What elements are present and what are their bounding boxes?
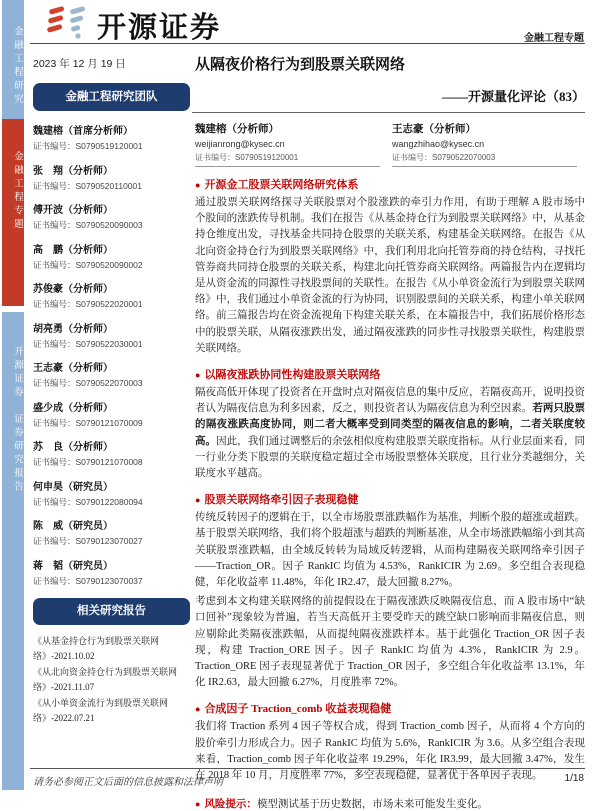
risk-notice (195, 796, 585, 811)
analyst-name: 陈 威（研究员） (33, 521, 113, 532)
brand-logo-icon (45, 4, 91, 47)
brand-logo-text: 开源证券 (97, 12, 222, 44)
header-rule (30, 43, 585, 44)
bullet-icon: ● (195, 495, 201, 506)
side-strip-topic-label: 金融工程专题 (12, 151, 22, 232)
analyst-cert: 证书编号：S0790520110001 (33, 180, 142, 191)
section-heading (195, 176, 585, 192)
analyst-entry (33, 162, 190, 192)
brand-logo (45, 4, 221, 47)
analyst-cert: 证书编号：S0790123070037 (33, 575, 143, 586)
analyst-cert: 证书编号：S0790122080094 (33, 496, 143, 507)
side-strip-research (2, 0, 24, 119)
analyst-cert: 证书编号：S0790520090002 (33, 259, 143, 270)
analyst-name: 胡亮勇（分析师） (33, 323, 113, 335)
bullet-icon: ● (195, 704, 201, 715)
analyst-name: 魏建榕（首席分析师） (33, 126, 133, 137)
footer-rule (30, 768, 585, 769)
analyst-name: 苏俊豪（分析师） (33, 284, 113, 295)
contact-row (195, 121, 585, 167)
analyst-cert: 证书编号：S0790520090003 (33, 220, 143, 230)
analyst-name: 张 翔（分析师） (33, 165, 113, 177)
analyst-cert: 证书编号：S0790522020001 (33, 299, 143, 309)
risk-text: 模型测试基于历史数据，市场未来可能发生变化。 (256, 799, 488, 811)
section-heading (195, 366, 585, 382)
section-title: 开源金工股票关联网络研究体系 (204, 179, 359, 191)
analyst-cert: 证书编号：S0790121070008 (33, 457, 143, 467)
contact-block (392, 121, 577, 167)
analyst-cert: 证书编号：S0790522030001 (33, 338, 143, 349)
side-strip-brand (2, 312, 24, 790)
contact-block (195, 121, 380, 167)
analyst-name: 蒋 韬（研究员） (33, 560, 113, 572)
analyst-name: 盛少成（分析师） (33, 402, 113, 414)
footer-disclaimer: 请务必参阅正文后面的信息披露和法律声明 (33, 777, 223, 788)
page-subtitle: ——开源量化评论（83） (441, 89, 585, 104)
analyst-cert: 证书编号：S0790519120001 (33, 141, 143, 151)
section-heading (195, 700, 585, 716)
main-content (195, 121, 585, 811)
bullet-icon: ● (195, 180, 201, 190)
analyst-sidebar (33, 122, 190, 596)
section-heading (195, 491, 585, 507)
contact-email[interactable]: wangzhihao@kysec.cn (392, 139, 485, 149)
analyst-entry (33, 241, 190, 271)
paragraph-bold-run: 若两只股票的隔夜涨跌高度协同，则二者大概率受到同类型的隔夜信息的影响，二者关联度较高。 (195, 403, 586, 447)
team-button[interactable]: 金融工程研究团队 (33, 83, 190, 111)
section-paragraph (195, 385, 585, 482)
report-date: 2023 年 12 月 19 日 (33, 58, 126, 70)
topic-label: 金融工程专题 (524, 33, 584, 44)
analyst-entry (33, 478, 190, 508)
related-report-link[interactable]: 《从基金持仓行为到股票关联网络》-2021.10.02 (33, 636, 160, 661)
contact-name: 魏建榕（分析师） (195, 124, 279, 135)
analyst-entry (33, 122, 190, 152)
section-title: 以隔夜涨跌协同性构建股票关联网络 (204, 369, 381, 382)
analyst-name: 王志豪（分析师） (33, 363, 113, 374)
analyst-cert: 证书编号：S0790123070027 (33, 536, 143, 546)
paragraph-run: 隔夜高低开体现了投资者在开盘时点对隔夜信息的集中反应，若隔夜高开，说明投资者认为隔夜信息为利多因素，反之，则投资者认为隔夜信息为利空因素。 (195, 387, 585, 415)
page-title: 从隔夜价格行为到股票关联网络 (195, 57, 406, 73)
bullet-icon: ● (195, 799, 201, 810)
related-reports-button[interactable]: 相关研究报告 (33, 598, 190, 625)
page-number: 1/18 (564, 773, 584, 784)
analyst-entry (33, 320, 190, 350)
section-paragraph: 我们将 Traction 系列 4 因子等权合成，得到 Traction_comb 因子，从而将 4 个方向的股价牵引力形成合力。因子 RankIC 均值为 5.6%，RankICIR 为 3.6。从多空组合表现来看，Traction_comb 因子年化收益率 19.29%，年化 IR3.99，最大回撤 3.47%，发生在 2018 年 10 月，月度胜率 77%，多空表现稳健，显著优于各单因子表现。 (195, 721, 585, 782)
side-strip-research-label: 金融工程研究 (12, 26, 22, 107)
related-reports-list (33, 634, 190, 727)
side-strip-brand-label: 开源证券 证券研究报告 (12, 346, 22, 495)
contact-name: 王志豪（分析师） (392, 124, 476, 135)
analyst-name: 何申昊（研究员） (33, 481, 113, 493)
related-report-link[interactable]: 《从北向资金持仓行为到股票关联网络》-2021.11.07 (33, 667, 178, 692)
contact-cert: 证书编号：S0790519120001 (195, 152, 380, 167)
analyst-name: 高 鹏（分析师） (33, 244, 113, 256)
analyst-entry (33, 201, 190, 231)
analyst-entry (33, 557, 190, 587)
side-strip-topic (2, 119, 24, 306)
analyst-cert: 证书编号：S0790522070003 (33, 378, 143, 388)
paragraph-run: 因此，我们通过调整后的余弦相似度构建股票关联度指标。从行业层面来看，同一行业分类下股票的关联度稳定超过全市场股票整体关联度，且行业分类越细分，关联度水平越高。 (195, 435, 586, 480)
analyst-name: 傅开波（分析师） (33, 205, 113, 216)
section-paragraph: 考虑到本文构建关联网络的前提假设在于隔夜涨跌反映隔夜信息，而 A 股市场中“缺口回补”现象较为普遍，若当天高低开主要受昨天的跳空缺口影响而非隔夜信息，则应剔除此类隔夜涨跌幅，从而提纯隔夜涨跌样本。基于此强化 Traction_OR 因子表现，构建 Traction_ORE 因子。因子 RankIC 均值为 4.3%，RankICIR 为 2.9。Traction_ORE 因子表现显著优于 Traction_OR 因子，多空组合年化收益率 13.1%，年化 IR2.63，最大回撤 6.27%，月度胜率 72%。 (195, 596, 585, 689)
section-paragraph: 通过股票关联网络探寻关联股票对个股涨跌的牵引力作用，有助于理解 A 股市场中个股间的涨跌传导机制。我们在报告《从基金持仓行为到股票关联网络》中，从基金持仓维度出发，寻找基金共同持仓股票的关联关系，构建基金关联网络。在报告《从北向资金持仓行为到股票关联网络》中，我们利用北向托管券商的持仓结构，寻找托管券商共同持仓股票的关联关系，构建北向托管券商关联网络。两篇报告内在逻辑均是从资金流的同源性寻找股票间的关联性。在报告《从小单资金流行为到股票关联网络》中，我们通过小单资金流的行为协同，识别股票间的关联关系，构建小单关联网络。前三篇报告均在资金流视角下构建关联关系，在本篇报告中，我们拓展价格形态中的股票关联，从隔夜涨跌出发，通过隔夜涨跌的同步性寻找股票关联性，构建股票关联网络。 (195, 197, 585, 354)
contact-cert: 证书编号：S0790522070003 (392, 152, 577, 167)
risk-label: 风险提示： (204, 799, 257, 811)
analyst-entry (33, 399, 190, 429)
analyst-entry (33, 517, 190, 547)
analyst-name: 苏 良（分析师） (33, 442, 113, 453)
analyst-cert: 证书编号：S0790121070009 (33, 417, 143, 428)
section-title: 股票关联网络牵引因子表现稳健 (204, 494, 359, 507)
analyst-entry (33, 359, 190, 389)
analyst-entry (33, 438, 190, 468)
title-rule (192, 112, 585, 113)
section-title: 合成因子 Traction_comb 收益表现稳健 (204, 703, 392, 716)
contact-email[interactable]: weijianrong@kysec.cn (195, 139, 285, 149)
section-paragraph: 传统反转因子的逻辑在于，以全市场股票涨跌幅作为基准，判断个股的超涨或超跌。基于股票关联网络，我们将个股超涨与超跌的判断基准，从全市场涨跌幅缩小到其高关联股票涨跌幅，由全域反转转为局域反转逻辑，从而构建隔夜关联网络牵引因子——Traction_OR。因子 RankIC 均值为 4.53%，RankICIR 为 2.69。多空组合表现稳健，年化收益率 11.48%，年化 IR2.47，最大回撤 8.27%。 (195, 512, 585, 589)
related-report-link[interactable]: 《从小单资金流行为到股票关联网络》-2022.07.21 (33, 698, 169, 723)
analyst-entry (33, 280, 190, 310)
bullet-icon: ● (195, 370, 201, 381)
